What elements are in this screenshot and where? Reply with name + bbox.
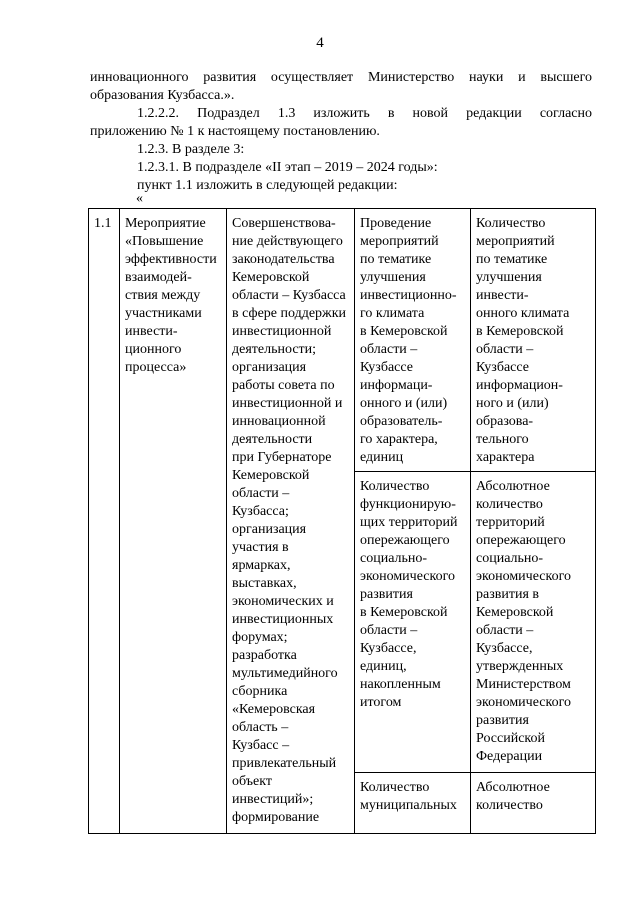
indicator-method: Количество мероприятий по тематике улучшения инвести- онного климата в Кемеровской области – Кузбассе информацион- ного и (или) образова- тельного характера [476, 216, 570, 465]
paragraph-line: 1.2.3. В разделе 3: [137, 142, 245, 157]
indicator-name: Проведение мероприятий по тематике улучшения инвестиционно- го климата в Кемеровской области – Кузбассе информаци- онного и (или) образователь- го характера, единиц [360, 216, 457, 465]
paragraph-line: приложению № 1 к настоящему постановлению. [90, 124, 380, 139]
paragraph-subsection-1-3 [90, 105, 592, 141]
opening-quote: « [136, 191, 143, 206]
paragraph-line: пункт 1.1 изложить в следующей редакции: [137, 178, 398, 193]
table-row [89, 209, 596, 472]
indicator-name: Количество функционирую- щих территорий опережающего социально- экономического развития в Кемеровской области – Кузбассе, единиц, накопленным итогом [360, 479, 458, 710]
indicator-method: Абсолютное количество [476, 780, 550, 813]
indicator-name: Количество муниципальных [360, 780, 457, 813]
indicator-name-cell [355, 773, 471, 834]
paragraph-item-1-1 [90, 177, 592, 195]
description-cell [227, 209, 355, 834]
paragraph-line: 1.2.2.2. Подраздел 1.3 изложить в новой редакции согласно [137, 106, 592, 121]
paragraph-stage-ii [90, 159, 592, 177]
item-number: 1.1 [94, 216, 112, 231]
indicator-method-cell [471, 209, 596, 472]
paragraph-line: инновационного развития осуществляет Министерство науки и высшего [90, 70, 592, 85]
paragraph-section-3 [90, 141, 592, 159]
indicator-method: Абсолютное количество территорий опережающего социально- экономического развития в Кемеровской области – Кузбассе, утвержденных Министерством экономического развития Российской Федерации [476, 479, 571, 764]
measures-table [88, 208, 596, 834]
indicator-method-cell [471, 773, 596, 834]
paragraph-continuation [90, 69, 592, 105]
measure-cell [120, 209, 227, 834]
page-number: 4 [316, 35, 324, 51]
indicator-name-cell [355, 472, 471, 773]
indicator-name-cell [355, 209, 471, 472]
paragraph-line: образования Кузбасса.». [90, 88, 235, 103]
paragraph-line: 1.2.3.1. В подразделе «II этап – 2019 – 2024 годы»: [137, 160, 438, 175]
indicator-method-cell [471, 472, 596, 773]
description-text: Совершенствова- ние действующего законодательства Кемеровской области – Кузбасса в сфере поддержки инвестиционной деятельности; организация работы совета по инвестиционной и инновационной деятельности при Губернаторе Кемеровской области – Кузбасса; организация участия в ярмарках, выставках, экономических и инвестиционных форумах; разработка мультимедийного сборника «Кемеровская область – Кузбасс – привлекательный объект инвестиций»; формирование [232, 216, 347, 825]
measure-text: Мероприятие «Повышение эффективности взаимодей- ствия между участниками инвести- ционного процесса» [125, 216, 217, 375]
item-number-cell [89, 209, 120, 834]
